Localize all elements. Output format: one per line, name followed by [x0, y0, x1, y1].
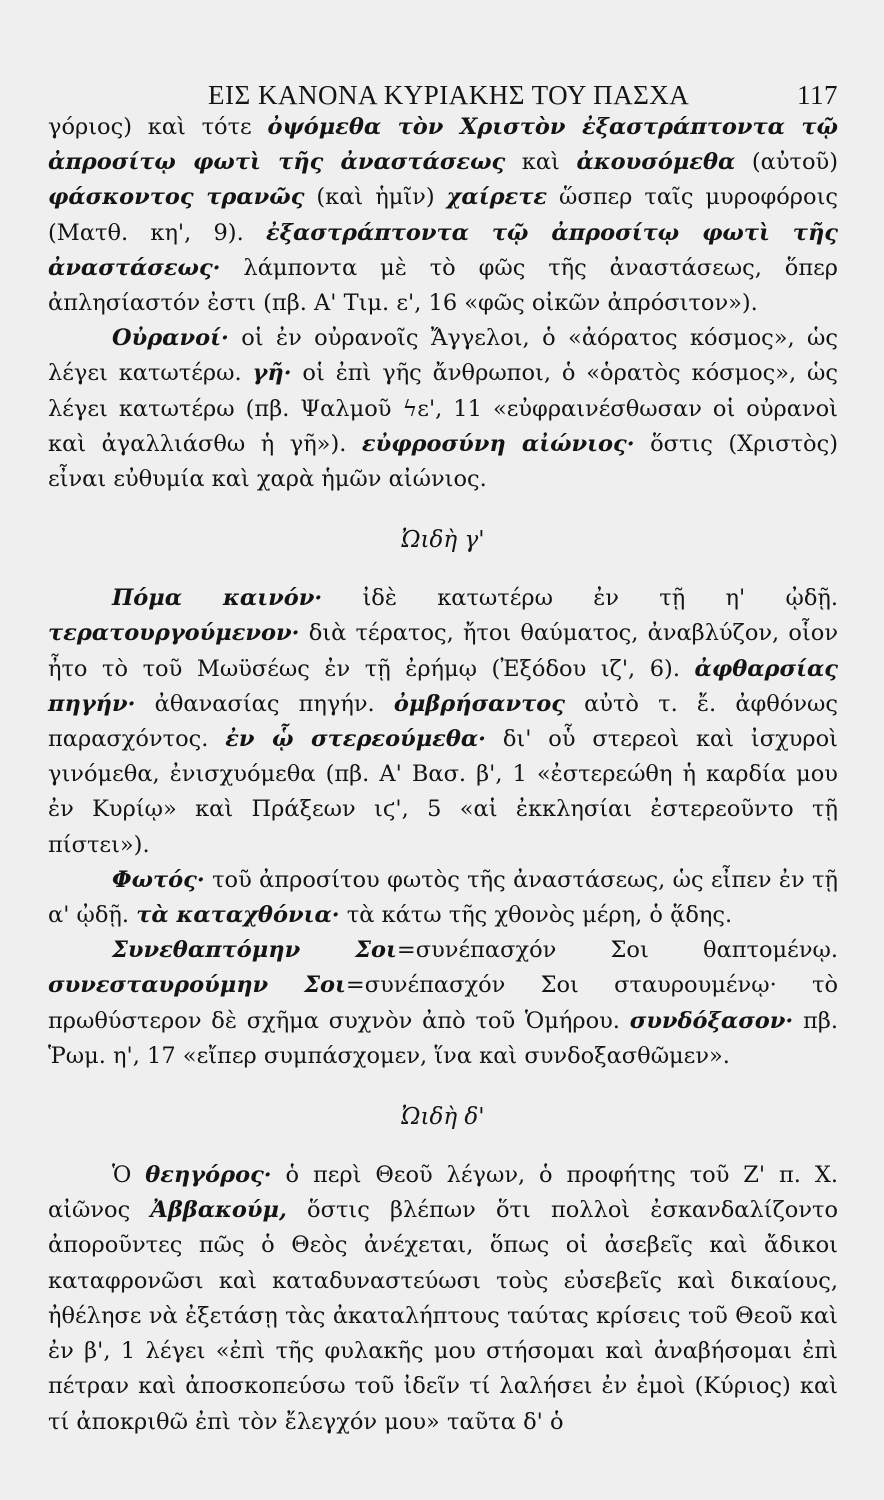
- emphasis: ἐν ᾧ στερεούμεθα·: [225, 726, 487, 753]
- page-number: 117: [797, 80, 838, 110]
- emphasis: γῆ·: [252, 360, 292, 387]
- text-run: ὥσπερ ταῖς μυροφόροις (Ματθ. κη', 9).: [48, 184, 838, 246]
- text-run: (καὶ ἡμῖν): [304, 184, 447, 211]
- text-run: δι' οὗ στερεοὶ καὶ ἰσχυροὶ γινόμεθα, ἐνισχυόμεθα (πβ. Α' Βασ. β', 1 «ἐστερεώθη ἡ καρδία μου ἐν Κυρίῳ» καὶ Πράξεων ιϛ', 5 «αἱ ἐκκλησίαι ἐστερεοῦντο τῇ πίστει»).: [48, 726, 838, 858]
- paragraph-1: [48, 110, 838, 321]
- emphasis: συνεσταυρούμην Σοι: [48, 972, 346, 999]
- emphasis: φάσκοντος τρανῶς: [48, 184, 305, 211]
- text-run: οἱ ἐν οὐρανοῖς Ἄγγελοι, ὁ «ἀόρατος κόσμος», ὡς λέγει κατωτέρω.: [48, 325, 838, 387]
- text-run: πβ. Ῥωμ. η', 17 «εἴπερ συμπάσχομεν, ἵνα καὶ συνδοξασθῶμεν».: [48, 1007, 838, 1069]
- emphasis: Ἀββακούμ,: [150, 1197, 287, 1224]
- emphasis: ὀψόμεθα τὸν Χριστὸν ἐξαστράπτοντα τῷ ἀπροσίτῳ φωτὶ τῆς ἀναστάσεως: [48, 114, 838, 176]
- text-run: =συνέπασχόν Σοι θαπτομένῳ.: [396, 937, 838, 964]
- emphasis: εὐφροσύνη αἰώνιος·: [361, 430, 635, 457]
- paragraph-4: [48, 863, 838, 933]
- text-run: οἱ ἐπὶ γῆς ἄνθρωποι, ὁ «ὁρατὸς κόσμος», ὡς λέγει κατωτέρω (πβ. Ψαλμοῦ ϟε', 11 «εὐφραινέσθωσαν οἱ οὐρανοὶ καὶ ἀγαλλιάσθω ἡ γῆ»).: [48, 360, 838, 457]
- running-header: [48, 62, 838, 110]
- emphasis: συνδόξασον·: [629, 1007, 794, 1034]
- text-run: ὅστις (Χριστὸς) εἶναι εὐθυμία καὶ χαρὰ ἡμῶν αἰώνιος.: [48, 430, 838, 493]
- text-run: τὰ κάτω τῆς χθονὸς μέρη, ὁ ᾅδης.: [339, 902, 733, 929]
- emphasis: Οὐρανοί·: [112, 325, 229, 352]
- emphasis: χαίρετε: [446, 184, 548, 211]
- paragraph-2: [48, 321, 838, 497]
- emphasis: ὀμβρήσαντος: [393, 690, 565, 717]
- text-run: διὰ τέρατος, ἤτοι θαύματος, ἀναβλύζον, οἷον ἦτο τὸ τοῦ Μωϋσέως ἐν τῇ ἐρήμῳ (Ἐξόδου ιζ', 6).: [48, 620, 838, 682]
- emphasis: Πόμα καινόν·: [112, 585, 323, 612]
- text-run: γόριος) καὶ τότε: [48, 114, 268, 140]
- emphasis: ἀκουσόμεθα: [576, 149, 736, 176]
- text-run: καὶ: [505, 149, 577, 176]
- text-run: τοῦ ἀπροσίτου φωτὸς τῆς ἀναστάσεως, ὡς εἶπεν ἐν τῇ α' ᾠδῇ.: [48, 866, 838, 929]
- text-run: αὐτὸ τ. ἔ. ἀφθόνως παρασχόντος.: [48, 690, 839, 753]
- text-run: ἀθανασίας πηγήν.: [135, 690, 394, 717]
- section-heading-ode-3: Ὠιδὴ γ': [401, 527, 485, 554]
- text-run: ὅστις βλέπων ὅτι πολλοὶ ἐσκανδαλίζοντο ἀποροῦντες πῶς ὁ Θεὸς ἀνέχεται, ὅπως οἱ ἀσεβεῖς καὶ ἄδικοι καταφρονῶσι καὶ καταδυναστεύωσι τοὺς εὐσεβεῖς καὶ δικαίους, ἠθέλησε νὰ ἐξετάσῃ τὰς ἀκαταλήπτους ταύτας κρίσεις τοῦ Θεοῦ καὶ ἐν β', 1 λέγει «ἐπὶ τῆς φυλακῆς μου στήσομαι καὶ ἀναβήσομαι ἐπὶ πέτραν καὶ ἀποσκοπεύσω τοῦ ἰδεῖν τί λαλήσει ἐν ἐμοὶ (Κύριος) καὶ τί ἀποκριθῶ ἐπὶ τὸν ἔλεγχόν μου» ταῦτα δ' ὁ: [48, 1197, 838, 1435]
- emphasis: Συνεθαπτόμην Σοι: [112, 937, 397, 964]
- emphasis: Φωτός·: [112, 866, 205, 893]
- emphasis: θεηγόρος·: [145, 1162, 272, 1189]
- emphasis: τὰ καταχθόνια·: [136, 902, 340, 929]
- text-run: ὁ περὶ Θεοῦ λέγων, ὁ προφήτης τοῦ Ζ' π. Χ. αἰῶνος: [48, 1162, 838, 1224]
- emphasis: ἐξαστράπτοντα τῷ ἀπροσίτῳ φωτὶ τῆς ἀναστάσεως·: [48, 219, 838, 281]
- paragraph-5: [48, 933, 838, 1074]
- text-run: Ὁ: [112, 1162, 146, 1189]
- section-heading-ode-4: Ὠιδὴ δ': [401, 1104, 485, 1131]
- running-title: ΕΙΣ ΚΑΝΟΝΑ ΚΥΡΙΑΚΗΣ ΤΟΥ ΠΑΣΧΑ: [208, 80, 690, 110]
- text-run: (αὐτοῦ): [735, 149, 838, 176]
- text-run: ἰδὲ κατωτέρω ἐν τῇ η' ᾠδῇ.: [322, 585, 838, 612]
- emphasis: ἀφθαρσίας πηγήν·: [48, 655, 838, 717]
- paragraph-3: [48, 581, 838, 863]
- emphasis: τερατουργούμενον·: [48, 620, 300, 647]
- text-run: =συνέπασχόν Σοι σταυρουμένῳ· τὸ πρωθύστερον δὲ σχῆμα συχνὸν ἀπὸ τοῦ Ὁμήρου.: [48, 972, 838, 1034]
- text-run: λάμποντα μὲ τὸ φῶς τῆς ἀναστάσεως, ὅπερ ἀπλησίαστόν ἐστι (πβ. Α' Τιμ. ε', 16 «φῶς οἰκῶν ἀπρόσιτον»).: [48, 254, 838, 317]
- page-body: [48, 110, 838, 1440]
- paragraph-6: [48, 1158, 838, 1440]
